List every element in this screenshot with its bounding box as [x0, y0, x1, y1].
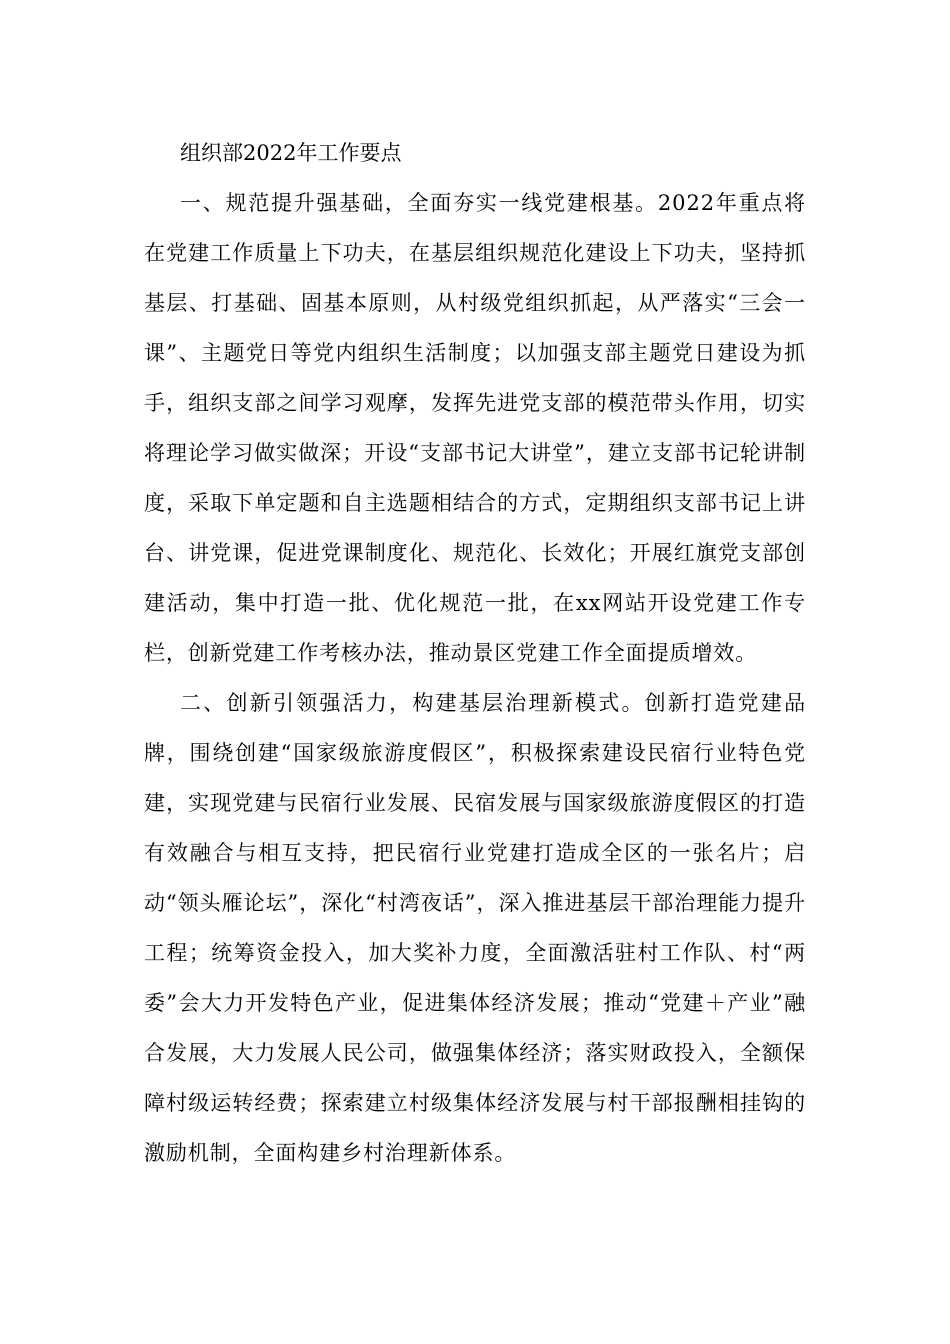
paragraph-2: 二、创新引领强活力，构建基层治理新模式。创新打造党建品牌，围绕创建“国家级旅游度假区”，积极探索建设民宿行业特色党建，实现党建与民宿行业发展、民宿发展与国家级旅游度假区的打造有效融合与相互支持，把民宿行业党建打造成全区的一张名片；启动“领头雁论坛”，深化“村湾夜话”，深入推进基层干部治理能力提升工程；统筹资金投入，加大奖补力度，全面激活驻村工作队、村“两委”会大力开发特色产业，促进集体经济发展；推动“党建＋产业”融合发展，大力发展人民公司，做强集体经济；落实财政投入，全额保障村级运转经费；探索建立村级集体经济发展与村干部报酬相挂钩的激励机制，全面构建乡村治理新体系。: [144, 691, 806, 1165]
paragraph-1: 一、规范提升强基础，全面夯实一线党建根基。2022年重点将在党建工作质量上下功夫，在基层组织规范化建设上下功夫，坚持抓基层、打基础、固基本原则，从村级党组织抓起，从严落实“三会一课”、主题党日等党内组织生活制度；以加强支部主题党日建设为抓手，组织支部之间学习观摩，发挥先进党支部的模范带头作用，切实将理论学习做实做深；开设“支部书记大讲堂”，建立支部书记轮讲制度，采取下单定题和自主选题相结合的方式，定期组织支部书记上讲台、讲党课，促进党课制度化、规范化、长效化；开展红旗党支部创建活动，集中打造一批、优化规范一批，在xx网站开设党建工作专栏，创新党建工作考核办法，推动景区党建工作全面提质增效。: [144, 191, 806, 665]
document-page: [144, 128, 806, 1178]
document-title: 组织部2022年工作要点: [180, 141, 402, 165]
